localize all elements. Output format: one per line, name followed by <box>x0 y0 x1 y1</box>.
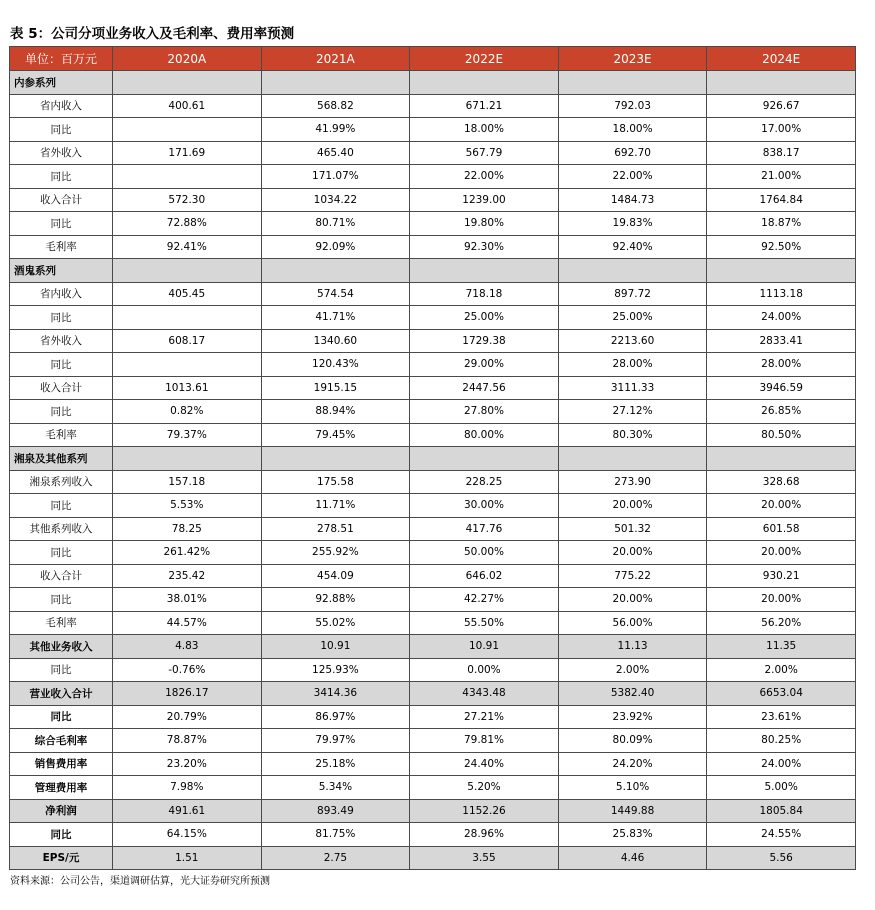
table-row <box>10 118 856 142</box>
table-cell: 125.93% <box>261 658 410 682</box>
table-cell: 92.09% <box>261 235 410 259</box>
table-cell: 10.91 <box>261 635 410 659</box>
header-year-2023e: 2023E <box>558 47 707 71</box>
table-cell: 79.45% <box>261 423 410 447</box>
table-cell: 24.40% <box>410 752 559 776</box>
table-cell: 23.61% <box>707 705 856 729</box>
table-cell: 3414.36 <box>261 682 410 706</box>
table-cell: 30.00% <box>410 494 559 518</box>
table-cell: 19.80% <box>410 212 559 236</box>
table-cell: 56.00% <box>558 611 707 635</box>
table-row <box>10 823 856 847</box>
row-label: 同比 <box>10 212 113 236</box>
table-cell: 0.82% <box>113 400 262 424</box>
table-cell: 4.83 <box>113 635 262 659</box>
row-label: 酒鬼系列 <box>10 259 113 283</box>
table-cell: 92.40% <box>558 235 707 259</box>
table-cell <box>707 71 856 95</box>
row-label: 管理费用率 <box>10 776 113 800</box>
table-cell: 78.25 <box>113 517 262 541</box>
table-cell: 23.20% <box>113 752 262 776</box>
row-label: 销售费用率 <box>10 752 113 776</box>
table-cell: 44.57% <box>113 611 262 635</box>
table-cell: 646.02 <box>410 564 559 588</box>
row-label: 收入合计 <box>10 564 113 588</box>
table-cell <box>113 259 262 283</box>
table-row <box>10 141 856 165</box>
table-cell: 273.90 <box>558 470 707 494</box>
table-cell: 171.69 <box>113 141 262 165</box>
table-cell: 86.97% <box>261 705 410 729</box>
table-cell: 7.98% <box>113 776 262 800</box>
table-row <box>10 470 856 494</box>
section-row <box>10 259 856 283</box>
table-cell <box>707 447 856 471</box>
table-cell: 1.51 <box>113 846 262 870</box>
table-cell: 22.00% <box>558 165 707 189</box>
table-cell: 1239.00 <box>410 188 559 212</box>
table-row <box>10 705 856 729</box>
row-label: 同比 <box>10 705 113 729</box>
table-row <box>10 564 856 588</box>
table-row <box>10 329 856 353</box>
table-cell: 92.88% <box>261 588 410 612</box>
row-label: 毛利率 <box>10 235 113 259</box>
table-cell: 2.00% <box>558 658 707 682</box>
table-cell <box>261 259 410 283</box>
table-cell: 28.96% <box>410 823 559 847</box>
row-label: 省内收入 <box>10 94 113 118</box>
table-cell: 20.00% <box>558 588 707 612</box>
table-cell: 405.45 <box>113 282 262 306</box>
row-label: 同比 <box>10 306 113 330</box>
table-row <box>10 400 856 424</box>
table-cell: 24.00% <box>707 306 856 330</box>
table-cell: 79.97% <box>261 729 410 753</box>
table-cell: 18.00% <box>558 118 707 142</box>
table-cell: 27.12% <box>558 400 707 424</box>
table-cell: 24.55% <box>707 823 856 847</box>
table-cell: 1113.18 <box>707 282 856 306</box>
row-label: 收入合计 <box>10 188 113 212</box>
row-label: 同比 <box>10 400 113 424</box>
table-cell: 2833.41 <box>707 329 856 353</box>
table-row <box>10 376 856 400</box>
table-row <box>10 682 856 706</box>
table-cell: 235.42 <box>113 564 262 588</box>
table-cell: 2213.60 <box>558 329 707 353</box>
table-cell: 17.00% <box>707 118 856 142</box>
table-cell: 228.25 <box>410 470 559 494</box>
table-row <box>10 541 856 565</box>
table-cell: 20.00% <box>707 588 856 612</box>
header-year-2022e: 2022E <box>410 47 559 71</box>
row-label: 省内收入 <box>10 282 113 306</box>
table-cell: 88.94% <box>261 400 410 424</box>
table-cell: 1034.22 <box>261 188 410 212</box>
table-cell: 25.18% <box>261 752 410 776</box>
table-row <box>10 235 856 259</box>
table-cell: 11.71% <box>261 494 410 518</box>
row-label: 省外收入 <box>10 329 113 353</box>
table-cell: 20.79% <box>113 705 262 729</box>
header-year-2021a: 2021A <box>261 47 410 71</box>
table-row <box>10 494 856 518</box>
table-cell: 27.80% <box>410 400 559 424</box>
header-year-2024e: 2024E <box>707 47 856 71</box>
table-cell: 79.81% <box>410 729 559 753</box>
table-cell: 80.50% <box>707 423 856 447</box>
table-row <box>10 282 856 306</box>
row-label: 同比 <box>10 165 113 189</box>
table-cell: 56.20% <box>707 611 856 635</box>
header-year-2020a: 2020A <box>113 47 262 71</box>
source-note: 资料来源：公司公告，渠道调研估算，光大证券研究所预测 <box>10 876 270 887</box>
row-label: 毛利率 <box>10 423 113 447</box>
table-cell: 5.53% <box>113 494 262 518</box>
table-cell <box>558 71 707 95</box>
table-cell: 5.10% <box>558 776 707 800</box>
table-cell: 718.18 <box>410 282 559 306</box>
table-cell: 81.75% <box>261 823 410 847</box>
table-row <box>10 658 856 682</box>
table-cell: 80.25% <box>707 729 856 753</box>
table-cell: 79.37% <box>113 423 262 447</box>
table-cell: 55.50% <box>410 611 559 635</box>
row-label: 同比 <box>10 118 113 142</box>
table-cell: 893.49 <box>261 799 410 823</box>
table-cell: 775.22 <box>558 564 707 588</box>
table-row <box>10 94 856 118</box>
table-cell: 23.92% <box>558 705 707 729</box>
table-cell: 1805.84 <box>707 799 856 823</box>
table-cell: 465.40 <box>261 141 410 165</box>
row-label: 净利润 <box>10 799 113 823</box>
table-cell: 10.91 <box>410 635 559 659</box>
table-cell: 21.00% <box>707 165 856 189</box>
table-cell: 897.72 <box>558 282 707 306</box>
table-cell: 78.87% <box>113 729 262 753</box>
row-label: 同比 <box>10 353 113 377</box>
table-cell <box>113 353 262 377</box>
table-body <box>10 71 856 870</box>
table-cell: 25.00% <box>410 306 559 330</box>
table-row <box>10 588 856 612</box>
table-cell: 1484.73 <box>558 188 707 212</box>
table-cell: 11.13 <box>558 635 707 659</box>
row-label: 同比 <box>10 588 113 612</box>
row-label: 营业收入合计 <box>10 682 113 706</box>
table-cell: 838.17 <box>707 141 856 165</box>
table-cell: 601.58 <box>707 517 856 541</box>
table-cell: 27.21% <box>410 705 559 729</box>
table-cell: 55.02% <box>261 611 410 635</box>
table-row <box>10 752 856 776</box>
table-cell <box>113 306 262 330</box>
table-cell: 64.15% <box>113 823 262 847</box>
table-cell: 92.41% <box>113 235 262 259</box>
table-row <box>10 635 856 659</box>
row-label: 湘泉及其他系列 <box>10 447 113 471</box>
table-cell <box>261 447 410 471</box>
table-cell: 25.83% <box>558 823 707 847</box>
table-cell <box>113 165 262 189</box>
table-cell: 5.00% <box>707 776 856 800</box>
table-cell <box>558 259 707 283</box>
table-cell <box>113 447 262 471</box>
table-cell: 400.61 <box>113 94 262 118</box>
table-cell: 171.07% <box>261 165 410 189</box>
table-row <box>10 188 856 212</box>
table-cell: 18.00% <box>410 118 559 142</box>
table-cell: 50.00% <box>410 541 559 565</box>
table-cell: 1764.84 <box>707 188 856 212</box>
table-cell <box>707 259 856 283</box>
table-cell: 80.71% <box>261 212 410 236</box>
section-row <box>10 71 856 95</box>
table-cell: 926.67 <box>707 94 856 118</box>
section-row <box>10 447 856 471</box>
row-label: 其他系列收入 <box>10 517 113 541</box>
row-label: 湘泉系列收入 <box>10 470 113 494</box>
table-cell: 1152.26 <box>410 799 559 823</box>
row-label: 同比 <box>10 494 113 518</box>
table-cell: 454.09 <box>261 564 410 588</box>
table-cell: 20.00% <box>707 494 856 518</box>
table-cell: 930.21 <box>707 564 856 588</box>
table-cell <box>410 71 559 95</box>
table-cell: 608.17 <box>113 329 262 353</box>
table-cell: -0.76% <box>113 658 262 682</box>
header-row <box>10 47 856 71</box>
table-row <box>10 611 856 635</box>
table-cell: 1826.17 <box>113 682 262 706</box>
row-label: 其他业务收入 <box>10 635 113 659</box>
table-cell: 1915.15 <box>261 376 410 400</box>
table-header <box>10 47 856 71</box>
table-cell: 501.32 <box>558 517 707 541</box>
table-cell: 261.42% <box>113 541 262 565</box>
table-cell: 24.20% <box>558 752 707 776</box>
table-cell: 572.30 <box>113 188 262 212</box>
table-cell: 157.18 <box>113 470 262 494</box>
row-label: 同比 <box>10 541 113 565</box>
table-cell <box>113 118 262 142</box>
table-cell: 175.58 <box>261 470 410 494</box>
table-cell: 25.00% <box>558 306 707 330</box>
table-cell: 28.00% <box>707 353 856 377</box>
table-cell: 2447.56 <box>410 376 559 400</box>
table-cell: 120.43% <box>261 353 410 377</box>
table-cell: 328.68 <box>707 470 856 494</box>
table-cell: 255.92% <box>261 541 410 565</box>
forecast-table <box>9 46 856 870</box>
table-cell: 19.83% <box>558 212 707 236</box>
table-cell: 92.50% <box>707 235 856 259</box>
table-row <box>10 846 856 870</box>
row-label: 省外收入 <box>10 141 113 165</box>
table-cell: 5.34% <box>261 776 410 800</box>
table-cell <box>558 447 707 471</box>
table-cell: 42.27% <box>410 588 559 612</box>
table-cell: 11.35 <box>707 635 856 659</box>
table-cell: 80.00% <box>410 423 559 447</box>
table-cell: 568.82 <box>261 94 410 118</box>
table-title: 表 5：公司分项业务收入及毛利率、费用率预测 <box>10 26 295 42</box>
table-cell: 567.79 <box>410 141 559 165</box>
table-cell: 6653.04 <box>707 682 856 706</box>
table-cell: 792.03 <box>558 94 707 118</box>
table-cell: 29.00% <box>410 353 559 377</box>
table-cell: 3.55 <box>410 846 559 870</box>
table-row <box>10 306 856 330</box>
table-row <box>10 165 856 189</box>
table-cell: 20.00% <box>558 541 707 565</box>
table-cell <box>113 71 262 95</box>
table-cell: 692.70 <box>558 141 707 165</box>
table-cell <box>261 71 410 95</box>
table-cell: 72.88% <box>113 212 262 236</box>
table-cell <box>410 259 559 283</box>
table-cell: 5382.40 <box>558 682 707 706</box>
table-cell: 2.75 <box>261 846 410 870</box>
table-cell: 1013.61 <box>113 376 262 400</box>
table-row <box>10 353 856 377</box>
table-cell: 5.20% <box>410 776 559 800</box>
row-label: 毛利率 <box>10 611 113 635</box>
table-row <box>10 517 856 541</box>
table-cell: 574.54 <box>261 282 410 306</box>
row-label: 同比 <box>10 658 113 682</box>
table-cell: 2.00% <box>707 658 856 682</box>
table-cell: 80.09% <box>558 729 707 753</box>
table-cell: 22.00% <box>410 165 559 189</box>
table-cell: 0.00% <box>410 658 559 682</box>
table-cell: 20.00% <box>707 541 856 565</box>
table-cell: 3946.59 <box>707 376 856 400</box>
table-cell: 24.00% <box>707 752 856 776</box>
row-label: EPS/元 <box>10 846 113 870</box>
table-cell: 4343.48 <box>410 682 559 706</box>
table-cell: 92.30% <box>410 235 559 259</box>
table-cell: 41.71% <box>261 306 410 330</box>
table-cell: 80.30% <box>558 423 707 447</box>
table-cell: 20.00% <box>558 494 707 518</box>
header-unit: 单位：百万元 <box>10 47 113 71</box>
table-cell: 5.56 <box>707 846 856 870</box>
table-cell: 28.00% <box>558 353 707 377</box>
table-cell: 278.51 <box>261 517 410 541</box>
row-label: 综合毛利率 <box>10 729 113 753</box>
table-cell: 3111.33 <box>558 376 707 400</box>
row-label: 收入合计 <box>10 376 113 400</box>
table-cell: 4.46 <box>558 846 707 870</box>
table-row <box>10 423 856 447</box>
table-row <box>10 776 856 800</box>
table-cell: 417.76 <box>410 517 559 541</box>
table-cell: 491.61 <box>113 799 262 823</box>
table-cell: 671.21 <box>410 94 559 118</box>
table-cell <box>410 447 559 471</box>
table-cell: 1340.60 <box>261 329 410 353</box>
table-cell: 1729.38 <box>410 329 559 353</box>
row-label: 同比 <box>10 823 113 847</box>
table-cell: 18.87% <box>707 212 856 236</box>
table-row <box>10 799 856 823</box>
table-cell: 1449.88 <box>558 799 707 823</box>
table-row <box>10 212 856 236</box>
row-label: 内参系列 <box>10 71 113 95</box>
table-cell: 41.99% <box>261 118 410 142</box>
table-cell: 26.85% <box>707 400 856 424</box>
table-cell: 38.01% <box>113 588 262 612</box>
table-row <box>10 729 856 753</box>
